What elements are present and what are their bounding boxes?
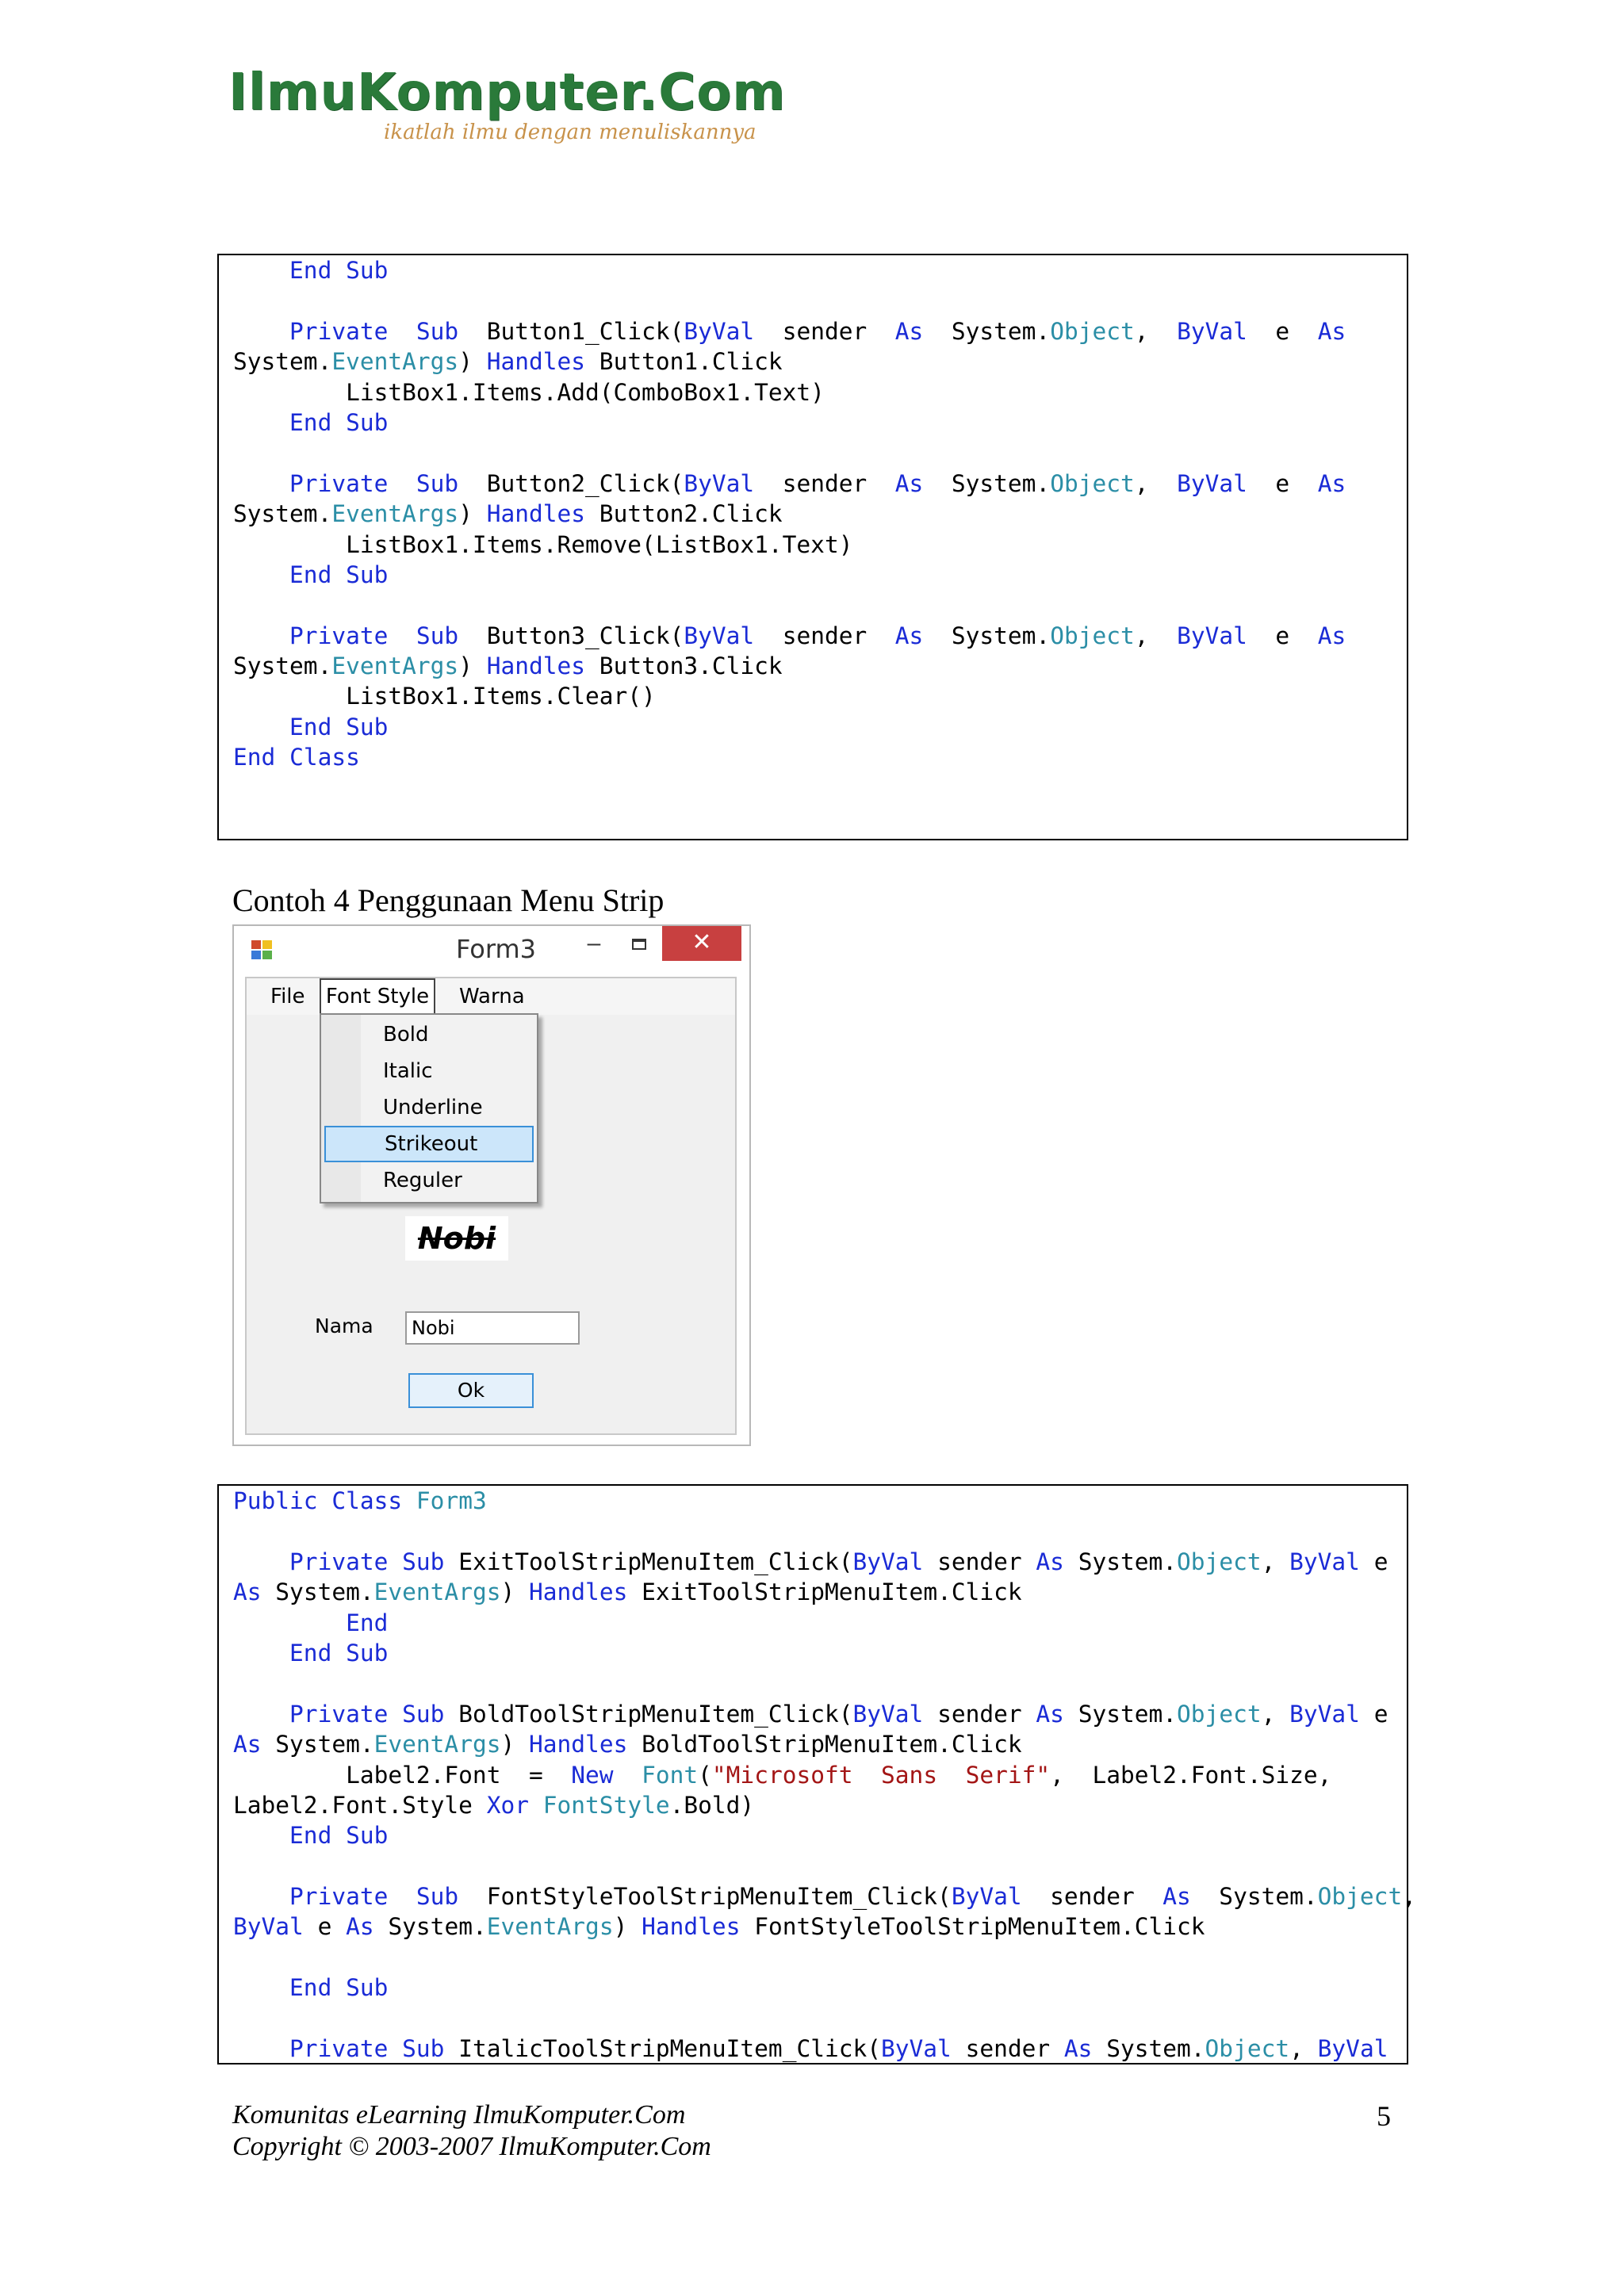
maximize-button[interactable]	[622, 929, 657, 961]
code-lines	[233, 1486, 1416, 2064]
dropdown-item-italic[interactable]: Italic	[383, 1059, 433, 1083]
code-line: Private Sub ExitToolStripMenuItem_Click(ByVal sender As System.Object, ByVal e	[289, 1548, 1388, 1575]
logo-tagline: ikatlah ilmu dengan menuliskannya	[384, 121, 756, 144]
nama-input[interactable]: Nobi	[405, 1311, 580, 1345]
form3-window	[232, 924, 751, 1446]
code-line: ByVal e As System.EventArgs) Handles FontStyleToolStripMenuItem.Click	[233, 1913, 1205, 1941]
code-line: Private Sub ItalicToolStripMenuItem_Click(ByVal sender As System.Object, ByVal	[289, 2035, 1388, 2063]
form-client-area	[245, 977, 737, 1435]
code-line	[233, 1942, 1416, 1973]
code-line: Private Sub Button3_Click(ByVal sender As System.Object, ByVal e As	[289, 622, 1346, 649]
window-title: Form3	[456, 934, 536, 964]
app-icon	[251, 940, 274, 959]
code-lines	[233, 255, 1346, 773]
code-line	[233, 1851, 1416, 1881]
code-block-2	[217, 1484, 1416, 2064]
code-line: Label2.Font.Style Xor FontStyle.Bold)	[233, 1791, 755, 1819]
page-number: 5	[1377, 2100, 1391, 2132]
dropdown-item-underline[interactable]: Underline	[383, 1096, 483, 1119]
menu-strip	[247, 978, 735, 1015]
code-line: End Sub	[289, 1974, 389, 2002]
close-icon: ✕	[691, 928, 712, 956]
code-line: End Sub	[289, 257, 389, 284]
code-line: End Sub	[289, 1639, 389, 1667]
code-line: End Sub	[289, 408, 389, 436]
label-preview: Nobi	[405, 1216, 508, 1261]
maximize-icon	[632, 939, 646, 950]
logo-title: IlmuKomputer.Com	[228, 63, 786, 122]
code-line: Label2.Font = New Font("Microsoft Sans Serif", Label2.Font.Size,	[233, 1761, 1332, 1789]
code-line: Private Sub Button1_Click(ByVal sender As System.Object, ByVal e As	[289, 317, 1346, 345]
code-line: End Sub	[289, 561, 389, 588]
code-line: End Sub	[289, 1822, 389, 1850]
code-line: As System.EventArgs) Handles BoldToolStripMenuItem.Click	[233, 1731, 1022, 1758]
code-line: Public Class Form3	[233, 1487, 487, 1514]
menu-warna[interactable]: Warna	[459, 985, 525, 1008]
code-block-1	[217, 254, 1408, 840]
code-line: As System.EventArgs) Handles ExitToolStripMenuItem.Click	[233, 1578, 1022, 1606]
code-line: End Class	[233, 744, 360, 771]
font-style-dropdown	[320, 1013, 538, 1203]
footer-line-2: Copyright © 2003-2007 IlmuKomputer.Com	[232, 2132, 711, 2161]
code-line	[233, 1516, 1416, 1546]
footer-line-1: Komunitas eLearning IlmuKomputer.Com	[232, 2100, 686, 2130]
menu-file[interactable]: File	[270, 985, 305, 1008]
code-line: System.EventArgs) Handles Button1.Click	[233, 348, 783, 376]
close-button[interactable]	[662, 926, 741, 961]
code-line: ListBox1.Items.Clear()	[233, 683, 656, 710]
code-line: Private Sub Button2_Click(ByVal sender As System.Object, ByVal e As	[289, 469, 1346, 497]
section-heading: Contoh 4 Penggunaan Menu Strip	[232, 882, 665, 918]
window-titlebar	[234, 926, 749, 970]
code-line	[233, 590, 1346, 620]
menu-font-style[interactable]: Font Style	[320, 978, 435, 1015]
code-line: Private Sub FontStyleToolStripMenuItem_Click(ByVal sender As System.Object,	[289, 1883, 1416, 1911]
site-logo	[228, 63, 786, 159]
dropdown-item-reguler[interactable]: Reguler	[383, 1169, 462, 1192]
dropdown-item-strikeout[interactable]: Strikeout	[324, 1126, 534, 1162]
dropdown-item-bold[interactable]: Bold	[383, 1023, 429, 1047]
code-line: ListBox1.Items.Add(ComboBox1.Text)	[233, 378, 825, 406]
ok-button[interactable]: Ok	[408, 1373, 534, 1408]
code-line: System.EventArgs) Handles Button3.Click	[233, 652, 783, 680]
code-line: Private Sub BoldToolStripMenuItem_Click(ByVal sender As System.Object, ByVal e	[289, 1700, 1388, 1728]
code-line	[233, 285, 1346, 316]
page-footer	[232, 2099, 711, 2163]
code-line	[233, 1668, 1416, 1698]
code-line: System.EventArgs) Handles Button2.Click	[233, 500, 783, 528]
code-line	[233, 438, 1346, 468]
nama-label: Nama	[315, 1314, 373, 1337]
code-line: End	[346, 1609, 389, 1636]
code-line: End Sub	[289, 713, 389, 740]
minimize-button[interactable]: –	[587, 930, 601, 956]
code-line: ListBox1.Items.Remove(ListBox1.Text)	[233, 530, 853, 558]
code-line	[233, 2003, 1416, 2034]
